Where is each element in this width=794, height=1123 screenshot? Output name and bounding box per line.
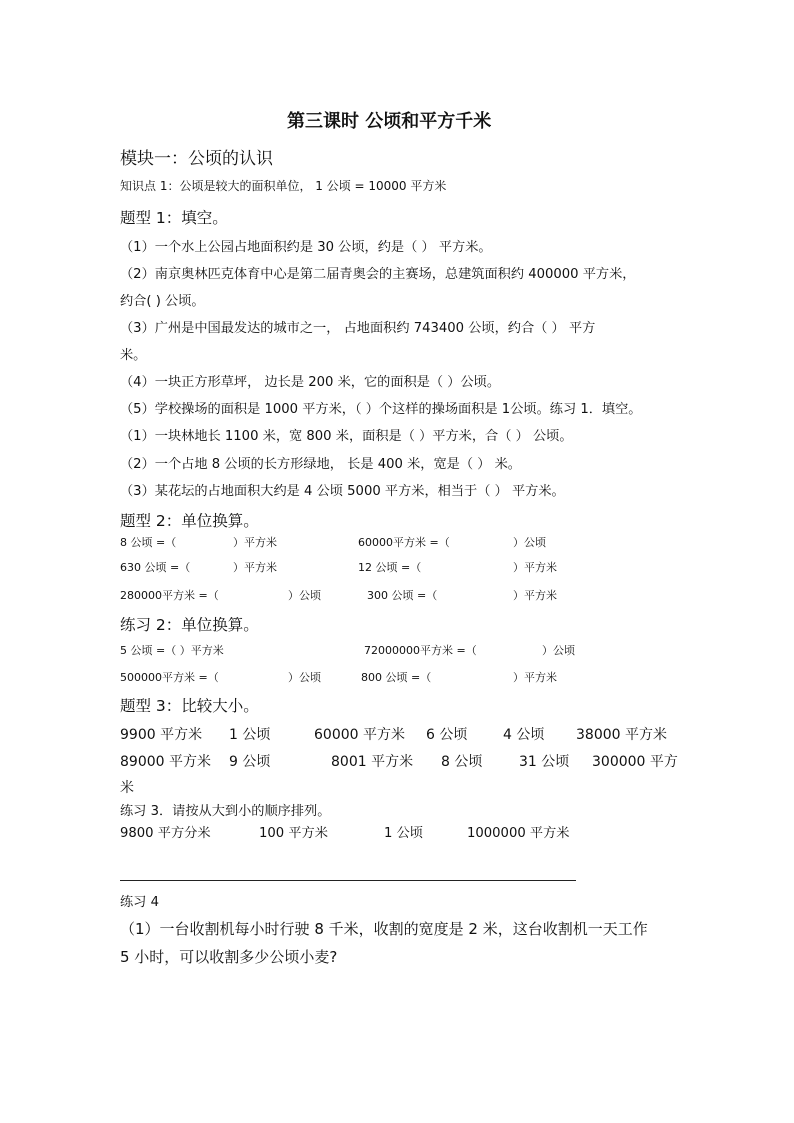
module-heading: 模块一：公顷的认识 — [120, 149, 273, 169]
conversion-2-left: 630 公顷 =（ — [120, 561, 191, 574]
compare-item: 300000 平方 — [592, 754, 678, 770]
conversion-1-right-unit: ）公顷 — [513, 536, 546, 549]
question-1: （1）一个水上公园占地面积约是 30 公顷，约是（ ） 平方米。 — [120, 240, 492, 255]
compare-item: 38000 平方米 — [576, 727, 667, 743]
question-3-line-2: 米。 — [120, 348, 147, 363]
practice2-2-left-unit: ）公顷 — [288, 671, 321, 684]
compare-item: 8001 平方米 — [331, 754, 414, 770]
type1-heading: 题型 1：填空。 — [120, 209, 228, 227]
practice2-2-right: 800 公顷 =（ — [361, 671, 432, 684]
conversion-3-left-unit: ）公顷 — [288, 589, 321, 602]
page-title: 第三课时 公顷和平方千米 — [287, 111, 492, 132]
question-2-line-2: 约合( ) 公顷。 — [120, 294, 205, 309]
compare-item: 8 公顷 — [441, 754, 483, 770]
question-5: （5）学校操场的面积是 1000 平方米，（ ）个这样的操场面积是 1公顷。练习 1．填空。 — [120, 402, 642, 417]
question-2-line-1: （2）南京奥林匹克体育中心是第二届青奥会的主赛场，总建筑面积约 400000 平方米， — [120, 267, 636, 282]
practice4-heading: 练习 4 — [120, 895, 159, 910]
conversion-1-right: 60000平方米 =（ — [358, 536, 450, 549]
practice2-1-left: 5 公顷 =（ ）平方米 — [120, 644, 224, 657]
compare-item-wrap: 米 — [120, 780, 134, 796]
conversion-2-left-unit: ）平方米 — [233, 561, 277, 574]
sort-item: 100 平方米 — [259, 826, 328, 841]
conversion-2-right-unit: ）平方米 — [513, 561, 557, 574]
compare-item: 4 公顷 — [503, 727, 545, 743]
compare-item: 6 公顷 — [426, 727, 468, 743]
question-4: （4）一块正方形草坪， 边长是 200 米，它的面积是（ ）公顷。 — [120, 375, 501, 390]
conversion-1-left-unit: ）平方米 — [233, 536, 277, 549]
practice1-question-1: （1）一块林地长 1100 米，宽 800 米，面积是（ ）平方米，合（ ） 公顷。 — [120, 429, 573, 444]
question-3-line-1: （3）广州是中国最发达的城市之一， 占地面积约 743400 公顷，约合（ ） 平方 — [120, 321, 596, 336]
type2-heading: 题型 2：单位换算。 — [120, 512, 259, 530]
conversion-3-right-unit: ）平方米 — [513, 589, 557, 602]
sort-item: 1000000 平方米 — [467, 826, 570, 841]
compare-item: 31 公顷 — [519, 754, 570, 770]
practice1-question-3: （3）某花坛的占地面积大约是 4 公顷 5000 平方米，相当于（ ） 平方米。 — [120, 484, 565, 499]
sort-item: 9800 平方分米 — [120, 826, 211, 841]
compare-item: 60000 平方米 — [314, 727, 405, 743]
knowledge-point: 知识点 1：公顷是较大的面积单位， 1 公顷 = 10000 平方米 — [120, 179, 447, 193]
conversion-2-right: 12 公顷 =（ — [358, 561, 422, 574]
practice2-heading: 练习 2：单位换算。 — [120, 616, 259, 634]
compare-item: 89000 平方米 — [120, 754, 211, 770]
practice2-2-right-unit: ）平方米 — [513, 671, 557, 684]
compare-item: 9 公顷 — [229, 754, 271, 770]
practice2-1-right-unit: ）公顷 — [542, 644, 575, 657]
conversion-3-right: 300 公顷 =（ — [367, 589, 438, 602]
conversion-1-left: 8 公顷 =（ — [120, 536, 177, 549]
practice1-question-2: （2）一个占地 8 公顷的长方形绿地， 长是 400 米，宽是（ ） 米。 — [120, 457, 521, 472]
compare-item: 1 公顷 — [229, 727, 271, 743]
compare-item: 9900 平方米 — [120, 727, 203, 743]
practice3-heading: 练习 3．请按从大到小的顺序排列。 — [120, 804, 331, 819]
conversion-3-left: 280000平方米 =（ — [120, 589, 219, 602]
type3-heading: 题型 3：比较大小。 — [120, 697, 259, 715]
practice2-1-right: 72000000平方米 =（ — [364, 644, 477, 657]
practice2-2-left: 500000平方米 =（ — [120, 671, 219, 684]
divider-line — [120, 880, 576, 881]
practice4-question-line-2: 5 小时，可以收割多少公顷小麦? — [120, 948, 338, 966]
sort-item: 1 公顷 — [384, 826, 423, 841]
practice4-question-line-1: （1）一台收割机每小时行驶 8 千米，收割的宽度是 2 米，这台收割机一天工作 — [120, 920, 648, 938]
